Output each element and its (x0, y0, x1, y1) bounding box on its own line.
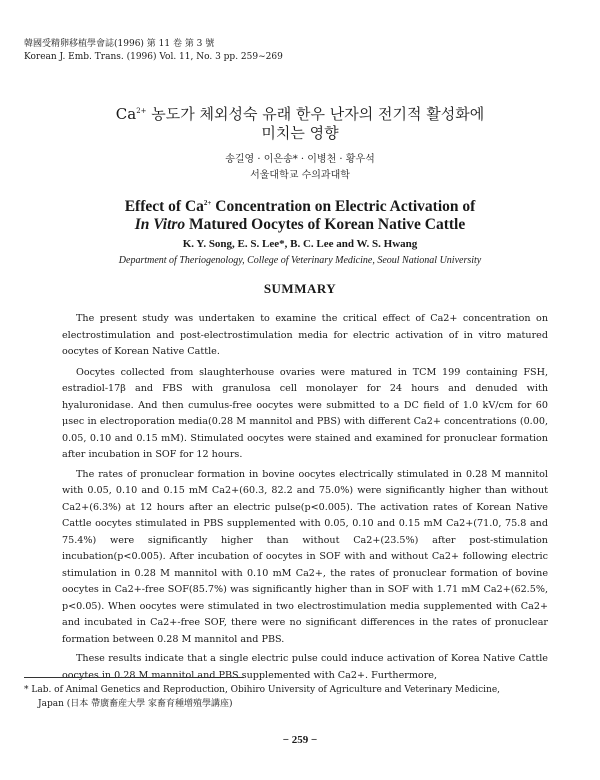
english-title-sup: 2+ (203, 199, 212, 207)
korean-title-ca: Ca (115, 105, 137, 123)
english-title-line2 (0, 214, 600, 235)
journal-line-korean: 韓國受精卵移植學會誌(1996) 第 11 卷 第 3 號 (24, 39, 215, 49)
korean-title-sup: 2+ (136, 107, 147, 115)
english-authors: K. Y. Song, E. S. Lee*, B. C. Lee and W. S. Hwang (182, 238, 418, 250)
journal-line-english: Korean J. Emb. Trans. (1996) Vol. 11, No. 3 pp. 259∼269 (24, 52, 283, 62)
korean-institution: 서울대학교 수의과대학 (250, 170, 350, 181)
page-number: − 259 − (282, 734, 318, 746)
footnote (24, 683, 584, 711)
english-title-post: Concentration on Electric Activation of (211, 198, 476, 216)
paragraph: These results indicate that a single electric pulse could induce activation of Korea Native Cattle oocytes in 0.28 M mannitol and PBS supplemented with Ca2+. Furthermore, (62, 653, 548, 681)
affiliation: Department of Theriogenology, College of Veterinary Medicine, Seoul National University (118, 255, 482, 266)
summary-body (62, 311, 548, 687)
footnote-line1: * Lab. of Animal Genetics and Reproduction, Obihiro University of Agriculture and Veterinary Medicine, (24, 685, 501, 695)
paragraph: The rates of pronuclear formation in bovine oocytes electrically stimulated in 0.28 M mannitol with 0.05, 0.10 and 0.15 mM Ca2+(60.3, 82.2 and 75.0%) were significantly higher than without Ca2+(6.3%) at 12 hours after an electric pulse(p<0.005). The activation rates of Korean Native Cattle oocytes stimulated in PBS supplemented with 0.05, 0.10 and 0.15 mM Ca2+(71.0, 75.8 and 75.4%) were significantly higher than without Ca2+(23.5%) after post-stimulation incubation(p<0.005). After incubation of oocytes in SOF with and without Ca2+ following electric stimulation in 0.28 M mannitol with 0.10 mM Ca2+, the rates of pronuclear formation of bovine oocytes in Ca2+-free SOF(85.7%) was significantly higher than in SOF with 1.71 mM Ca2+(62.5%, p<0.05). When oocytes were stimulated in two electrostimulation media supplemented with Ca2+ and incubated in Ca2+-free SOF, there were no significant differences in the rates of pronuclear formation between 0.28 M mannitol and PBS. (62, 468, 548, 645)
english-title-rest: Matured Oocytes of Korean Native Cattle (185, 216, 466, 233)
footnote-divider (24, 677, 244, 678)
english-title-pre: Effect of Ca (124, 198, 204, 216)
summary-heading: SUMMARY (263, 281, 337, 296)
journal-header (24, 38, 283, 64)
english-title-italic: In Vitro (134, 216, 186, 233)
footnote-line2: Japan (日本 帶廣畜産大學 家畜育種增殖學講座) (38, 699, 233, 709)
paragraph: The present study was undertaken to examine the critical effect of Ca2+ concentration on electrostimulation and post-electrostimulation media for electric activation of in vitro matured oocytes of Korean Native Cattle. (62, 313, 548, 357)
korean-title-line2: 미치는 영향 (261, 124, 339, 142)
korean-title-rest: 농도가 체외성숙 유래 한우 난자의 전기적 활성화에 (146, 105, 485, 123)
korean-authors: 송길영 · 이은송* · 이병천 · 황우석 (225, 154, 375, 165)
paragraph: Oocytes collected from slaughterhouse ovaries were matured in TCM 199 containing FSH, estradiol-17β and FBS with granulosa cell monolayer for 24 hours and denuded with hyaluronidase. And then cumulus-free oocytes were submitted to a DC field of 1.0 kV/cm for 60 μsec in electroporation media(0.28 M mannitol and PBS) with different Ca2+ concentrations (0.00, 0.05, 0.10 and 0.15 mM). Stimulated oocytes were stained and examined for pronuclear formation after incubation in SOF for 12 hours. (62, 366, 548, 460)
